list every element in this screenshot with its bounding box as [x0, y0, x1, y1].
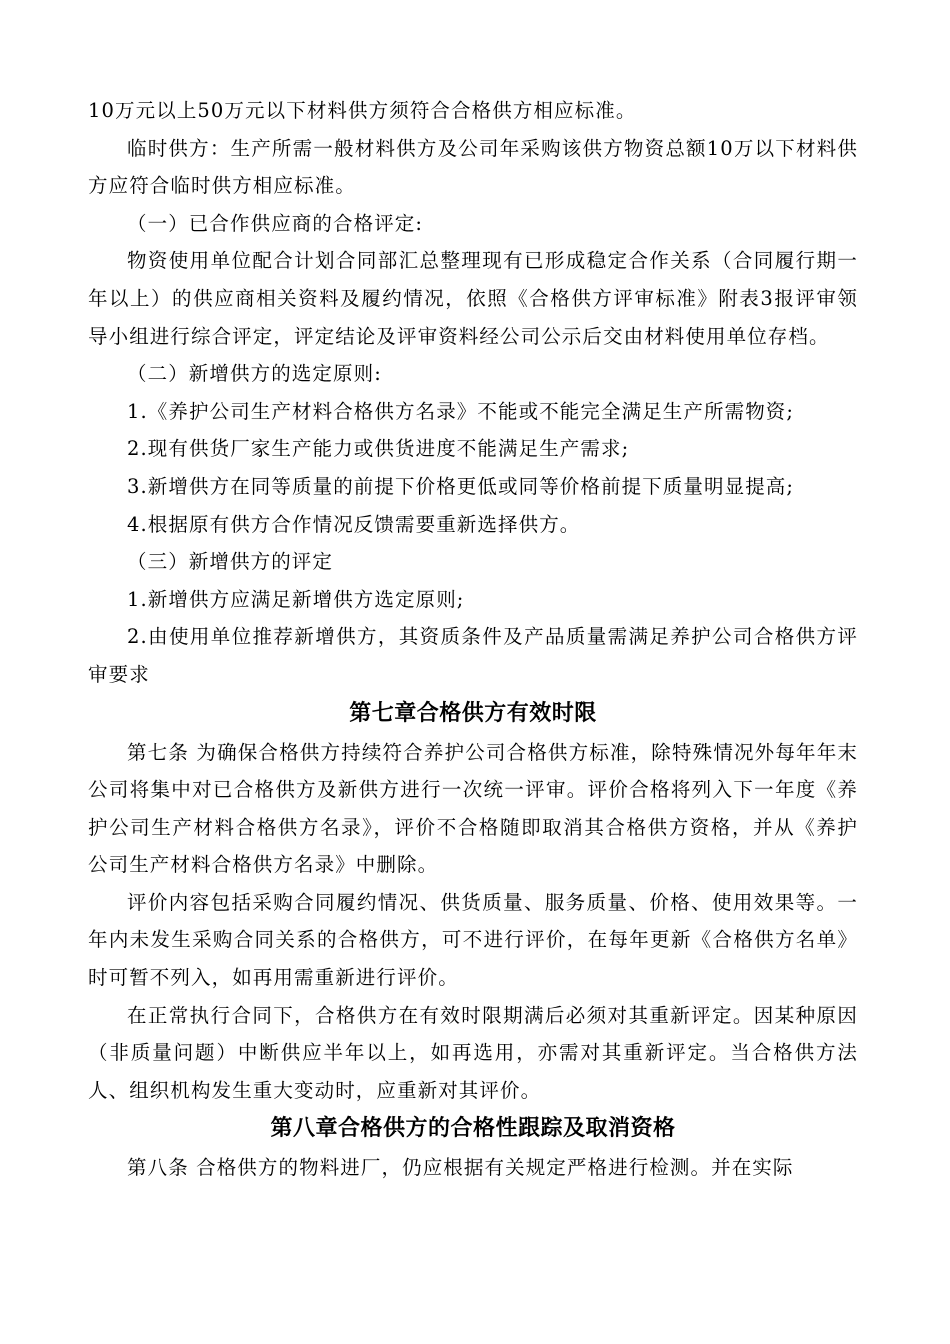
chapter-7-title: 第七章合格供方有效时限 — [349, 700, 597, 726]
list-item-principle-4: 4.根据原有供方合作情况反馈需要重新选择供方。 — [127, 512, 581, 536]
subheading-existing-supplier-evaluation: （一）已合作供应商的合格评定: — [127, 211, 424, 235]
subheading-new-supplier-principles: （二）新增供方的选定原则: — [127, 362, 382, 386]
paragraph-existing-supplier-evaluation: 物资使用单位配合计划合同部汇总整理现有已形成稳定合作关系（合同履行期一年以上）的供应商相关资料及履约情况，依照《合格供方评审标准》附表3报评审领导小组进行综合评定，评定结论及评审资料经公司公示后交由材料使用单位存档。 — [88, 249, 858, 348]
chapter-8-title: 第八章合格供方的合格性跟踪及取消资格 — [270, 1116, 676, 1142]
paragraph-material-supplier-standard: 10万元以上50万元以下材料供方须符合合格供方相应标准。 — [88, 99, 637, 122]
article-7-paragraph: 第七条 为确保合格供方持续符合养护公司合格供方标准，除特殊情况外每年年末公司将集中对已合格供方及新供方进行一次统一评审。评价合格将列入下一年度《养护公司生产材料合格供方名录》，评价不合格随即取消其合格供方资格，并从《养护公司生产材料合格供方名录》中删除。 — [88, 740, 858, 877]
list-item-principle-2: 2.现有供货厂家生产能力或供货进度不能满足生产需求; — [127, 437, 630, 461]
list-item-principle-1: 1.《养护公司生产材料合格供方名录》不能或不能完全满足生产所需物资; — [127, 399, 795, 423]
subheading-new-supplier-evaluation: （三）新增供方的评定 — [127, 550, 334, 574]
document-body — [88, 92, 858, 1187]
paragraph-temporary-supplier: 临时供方：生产所需一般材料供方及公司年采购该供方物资总额10万以下材料供方应符合临时供方相应标准。 — [88, 136, 858, 198]
evaluation-content-paragraph: 评价内容包括采购合同履约情况、供货质量、服务质量、价格、使用效果等。一年内未发生采购合同关系的合格供方，可不进行评价，在每年更新《合格供方名单》时可暂不列入，如再用需重新进行评价。 — [88, 890, 858, 990]
article-8-paragraph: 第八条 合格供方的物料进厂，仍应根据有关规定严格进行检测。并在实际 — [127, 1156, 794, 1180]
re-evaluation-paragraph: 在正常执行合同下，合格供方在有效时限期满后必须对其重新评定。因某种原因（非质量问题）中断供应半年以上，如再选用，亦需对其重新评定。当合格供方法人、组织机构发生重大变动时，应重新对其评价。 — [88, 1003, 858, 1102]
list-item-evaluation-1: 1.新增供方应满足新增供方选定原则; — [127, 587, 465, 611]
list-item-principle-3: 3.新增供方在同等质量的前提下价格更低或同等价格前提下质量明显提高; — [127, 474, 795, 498]
list-item-evaluation-2: 2.由使用单位推荐新增供方，其资质条件及产品质量需满足养护公司合格供方评审要求 — [88, 625, 858, 686]
